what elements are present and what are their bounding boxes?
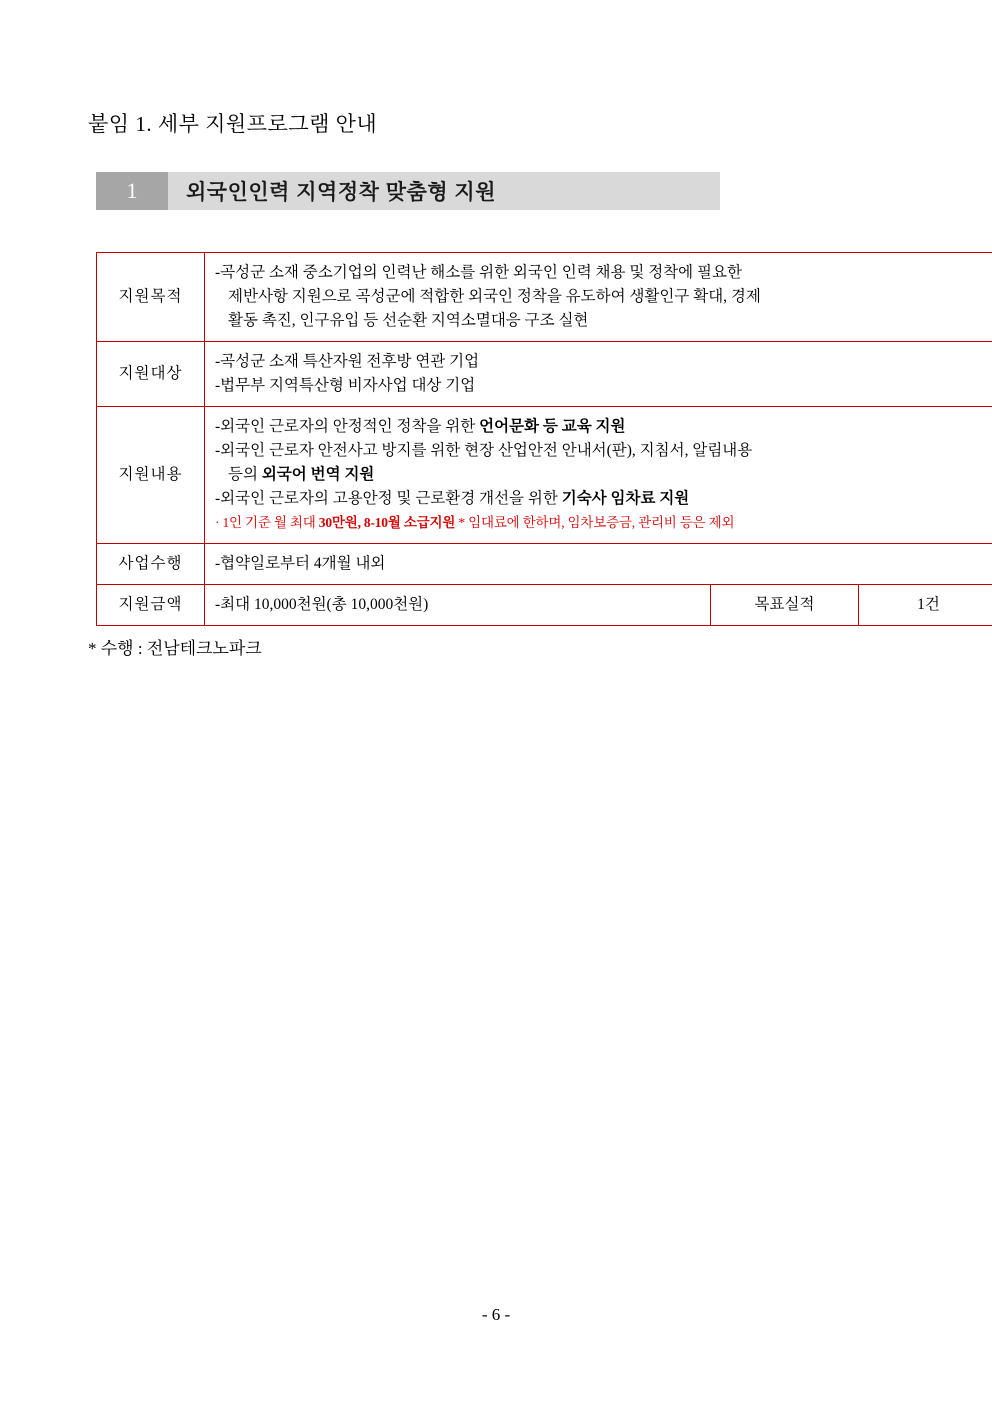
text-segment: · 1인 기준 월 최대 [215,515,319,531]
text-line: -외국인 근로자 안전사고 방지를 위한 현장 산업안전 안내서(판), 지침서, 알림내용 [215,442,753,460]
text-line: 활동 촉진, 인구유입 등 선순환 지역소멸대응 구조 실현 [228,312,589,330]
text-segment: 등의 [228,466,262,484]
section-title: 외국인인력 지역정착 맞춤형 지원 [186,181,497,204]
table-row [97,544,992,585]
footnote: * 수행 : 전남테크노파크 [88,639,262,658]
row-value-goal: 1건 [859,585,992,626]
table-row [97,585,992,626]
text-line: -곡성군 소재 중소기업의 인력난 해소를 위한 외국인 인력 채용 및 정착에 필요한 [215,264,742,281]
text-segment-bold: 외국어 번역 지원 [261,466,375,484]
row-value-amount: -최대 10,000천원(총 10,000천원) [205,585,711,626]
row-label-goal: 목표실적 [711,585,859,626]
section-header [96,172,720,210]
text-segment: -외국인 근로자의 안정적인 정착을 위한 [215,418,480,436]
text-line: -법무부 지역특산형 비자사업 대상 기업 [215,377,476,395]
row-value-execution [205,544,992,585]
row-label-purpose: 지원목적 [97,253,205,342]
text-segment: * 임대료에 한하며, 임차보증금, 관리비 등은 제외 [455,515,735,531]
text-line: -곡성군 소재 특산자원 전후방 연관 기업 [215,353,480,371]
text-line: -협약일로부터 4개월 내외 [215,555,386,573]
text-segment-bold: 30만원, 8-10월 소급지원 [318,515,456,531]
table-row [97,342,992,407]
text-line: 제반사항 지원으로 곡성군에 적합한 외국인 정착을 유도하여 생활인구 확대, 경제 [228,288,761,306]
page-title: 붙임 1. 세부 지원프로그램 안내 [88,112,378,136]
table-row [97,407,992,544]
row-label-target: 지원대상 [97,342,205,407]
section-number: 1 [96,172,168,210]
support-program-table [96,252,992,626]
text-line [215,490,689,507]
text-segment: -외국인 근로자의 고용안정 및 근로환경 개선을 위한 [215,490,562,508]
text-line [215,418,626,435]
row-label-execution: 사업수행 [97,544,205,585]
page-number: - 6 - [481,1305,511,1324]
row-label-amount: 지원금액 [97,585,205,626]
text-line-note [215,515,734,530]
row-label-content: 지원내용 [97,407,205,544]
text-line [215,463,988,487]
row-value-content [205,407,992,544]
text-segment-bold: 언어문화 등 교육 지원 [479,418,626,436]
table-row [97,253,992,342]
text-segment-bold: 기숙사 임차료 지원 [561,490,690,508]
row-value-target [205,342,992,407]
row-value-purpose [205,253,992,342]
